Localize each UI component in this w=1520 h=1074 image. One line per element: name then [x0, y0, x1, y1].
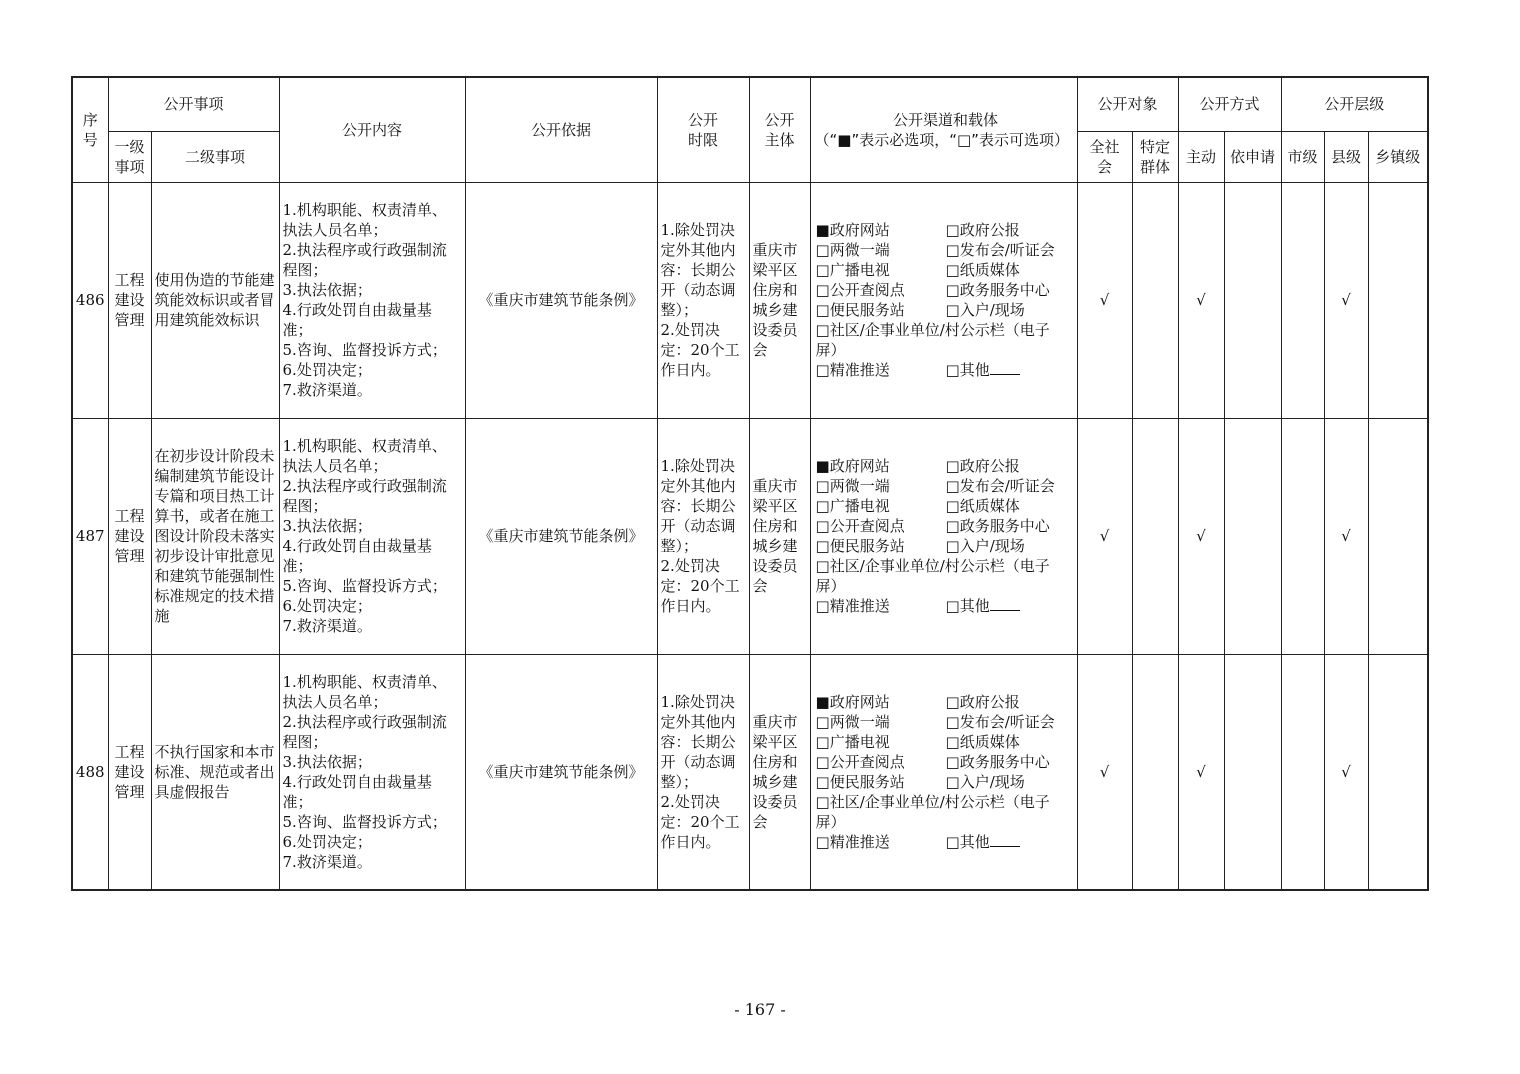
content-line: 1.机构职能、权责清单、: [282, 437, 447, 455]
channel-option: □发布会/听证会: [945, 241, 1055, 259]
channel-option: □广播电视: [815, 497, 890, 515]
level1-cell: [108, 654, 151, 890]
channel-pair: [816, 832, 1075, 852]
channel-option: □公开查阅点: [815, 752, 905, 771]
channel-pair: [816, 692, 1075, 712]
channel-option: □入户/现场: [945, 537, 1025, 555]
target-specific-cell: [1132, 418, 1178, 654]
header-channels-note: （“■”表示必选项，“□”表示可选项）: [814, 130, 1069, 149]
check-mark: √: [1196, 527, 1206, 545]
channel-option: □精准推送: [815, 361, 890, 379]
subject-line: 住房和: [752, 281, 798, 299]
fill-in-blank: [990, 832, 1020, 847]
channels-cell: [810, 418, 1077, 654]
content-line: 4.行政处罚自由裁量基: [282, 301, 432, 319]
check-mark: √: [1099, 291, 1110, 309]
channel-option: □政府公报: [945, 457, 1020, 475]
channel-option: □精准推送: [815, 597, 890, 615]
channel-pair: [816, 752, 1075, 772]
subject-line: 城乡建: [752, 537, 798, 555]
time-limit-line: 开（动态调: [660, 517, 736, 535]
basis-cell: [465, 654, 657, 890]
channel-option: □政务服务中心: [945, 281, 1050, 299]
fill-in-blank: [990, 360, 1020, 375]
subject-line: 梁平区: [752, 497, 798, 515]
channel-option: ■政府网站: [815, 692, 890, 711]
subject-line: 重庆市: [752, 712, 798, 731]
channel-pair: [816, 220, 1075, 240]
header-level-town: 乡镇级: [1368, 131, 1428, 182]
method-apply-cell: [1224, 654, 1281, 890]
table-row: [72, 182, 1428, 418]
time-limit-line: 定外其他内: [660, 477, 736, 495]
header-target-specific: 特定群体: [1132, 131, 1178, 182]
table-row: [72, 418, 1428, 654]
header-level2: 二级事项: [151, 131, 279, 182]
level2-text: 不执行国家和本市标准、规范或者出具虚假报告: [154, 742, 275, 801]
header-subject: 公开主体: [749, 77, 810, 182]
subject-cell: [749, 418, 810, 654]
row-number-text: 487: [75, 527, 105, 545]
header-method-apply: 依申请: [1224, 131, 1281, 182]
time-limit-line: 作日内。: [660, 597, 721, 615]
channel-community-line: 屏）: [815, 341, 846, 359]
time-limit-line: 开（动态调: [660, 752, 736, 771]
header-level: 公开层级: [1281, 77, 1428, 131]
channel-pair: [816, 300, 1075, 320]
target-specific-cell: [1132, 182, 1178, 418]
time-limit-line: 定外其他内: [660, 241, 736, 259]
time-limit-line: 定：20个工: [660, 812, 740, 831]
content-line: 程图；: [282, 497, 328, 515]
channel-option: □公开查阅点: [815, 517, 905, 535]
channel-option: ■政府网站: [815, 221, 890, 239]
target-specific-cell: [1132, 654, 1178, 890]
level-city-cell: [1281, 182, 1324, 418]
channel-option: □纸质媒体: [945, 261, 1020, 279]
channel-option: □便民服务站: [815, 301, 905, 319]
channels-cell: [810, 182, 1077, 418]
header-channels: [810, 77, 1077, 182]
channel-pair: [816, 240, 1075, 260]
channel-other-label: □其他: [945, 361, 990, 379]
content-line: 3.执法依据；: [282, 281, 372, 299]
basis-cell: [465, 418, 657, 654]
method-apply-cell: [1224, 418, 1281, 654]
time-limit-line: 作日内。: [660, 361, 721, 379]
channel-pair: [816, 732, 1075, 752]
channel-community-line: □社区/企事业单位/村公示栏（电子: [815, 792, 1050, 811]
channel-community-line: 屏）: [815, 812, 846, 831]
channel-other-label: □其他: [945, 597, 990, 615]
time-limit-line: 容：长期公: [660, 732, 736, 751]
level-town-cell: [1368, 654, 1428, 890]
row-number-text: 486: [75, 291, 105, 309]
subject-line: 梁平区: [752, 732, 798, 751]
level2-cell: [151, 182, 279, 418]
channel-other-label: □其他: [945, 832, 990, 851]
content-line: 3.执法依据；: [282, 752, 372, 771]
subject-line: 住房和: [752, 517, 798, 535]
channel-option: □两微一端: [815, 477, 890, 495]
subject-cell: [749, 182, 810, 418]
channel-option: □纸质媒体: [945, 497, 1020, 515]
level1-text: 工程建设管理: [114, 507, 145, 565]
level-city-cell: [1281, 654, 1324, 890]
channel-pair: [816, 516, 1075, 536]
check-mark: √: [1341, 291, 1351, 309]
header-basis: 公开依据: [465, 77, 657, 182]
content-line: 6.处罚决定；: [282, 361, 372, 379]
content-line: 5.咨询、监督投诉方式；: [282, 341, 447, 359]
header-target-all: 全社会: [1077, 131, 1132, 182]
content-line: 6.处罚决定；: [282, 597, 372, 615]
channel-pair: [816, 596, 1075, 616]
content-line: 2.执法程序或行政强制流: [282, 712, 447, 731]
channel-option: □发布会/听证会: [945, 712, 1055, 731]
time-limit-line: 1.除处罚决: [660, 221, 735, 239]
content-line: 7.救济渠道。: [282, 617, 372, 635]
content-cell: [279, 182, 465, 418]
header-method-active: 主动: [1178, 131, 1224, 182]
time-limit-line: 定：20个工: [660, 577, 740, 595]
basis-cell: [465, 182, 657, 418]
subject-line: 会: [752, 341, 768, 359]
subject-line: 设委员: [752, 557, 798, 575]
time-limit-line: 开（动态调: [660, 281, 736, 299]
channel-option: □公开查阅点: [815, 281, 905, 299]
content-line: 6.处罚决定；: [282, 832, 372, 851]
level2-text: 在初步设计阶段未编制建筑节能设计专篇和项目热工计算书，或者在施工图设计阶段未落实初步设计审批意见和建筑节能强制性标准规定的技术措施: [154, 447, 275, 625]
method-apply-cell: [1224, 182, 1281, 418]
content-line: 5.咨询、监督投诉方式；: [282, 812, 447, 831]
header-level1: 一级事项: [108, 131, 151, 182]
channel-pair: [816, 456, 1075, 476]
channel-pair: [816, 772, 1075, 792]
basis-text: 《重庆市建筑节能条例》: [478, 291, 644, 309]
channel-pair: [816, 280, 1075, 300]
subject-line: 会: [752, 577, 768, 595]
channel-option: □入户/现场: [945, 301, 1025, 319]
header-seq: 序号: [72, 77, 108, 182]
header-level-city: 市级: [1281, 131, 1324, 182]
row-number: [72, 654, 108, 890]
header-items: 公开事项: [108, 77, 279, 131]
channel-other-option: [946, 360, 1020, 380]
level1-text: 工程建设管理: [114, 742, 145, 801]
level-county-cell: [1324, 654, 1368, 890]
target-all-cell: [1077, 182, 1132, 418]
header-method: 公开方式: [1178, 77, 1281, 131]
content-line: 程图；: [282, 732, 328, 751]
channel-pair: [816, 260, 1075, 280]
level1-text: 工程建设管理: [114, 271, 145, 329]
row-number-text: 488: [75, 762, 105, 781]
content-line: 3.执法依据；: [282, 517, 372, 535]
channel-option: □便民服务站: [815, 772, 905, 791]
channel-option: □政务服务中心: [945, 752, 1050, 771]
level-county-cell: [1324, 182, 1368, 418]
channel-other-option: [946, 832, 1020, 852]
method-active-cell: [1178, 182, 1224, 418]
channel-pair: [816, 360, 1075, 380]
disclosure-table: [71, 76, 1429, 891]
channel-option: □精准推送: [815, 832, 890, 851]
content-line: 准；: [282, 321, 313, 339]
check-mark: √: [1099, 527, 1110, 545]
level2-text: 使用伪造的节能建筑能效标识或者冒用建筑能效标识: [154, 271, 275, 329]
level1-cell: [108, 418, 151, 654]
subject-line: 重庆市: [752, 477, 798, 495]
content-line: 7.救济渠道。: [282, 852, 372, 871]
level2-cell: [151, 654, 279, 890]
level2-cell: [151, 418, 279, 654]
time-limit-line: 2.处罚决: [660, 792, 720, 811]
channels-cell: [810, 654, 1077, 890]
time-limit-line: 整）；: [660, 537, 699, 555]
channel-pair: [816, 496, 1075, 516]
subject-line: 重庆市: [752, 241, 798, 259]
channel-pair: [816, 536, 1075, 556]
channel-option: □发布会/听证会: [945, 477, 1055, 495]
check-mark: √: [1341, 762, 1351, 781]
content-line: 准；: [282, 557, 313, 575]
channel-option: ■政府网站: [815, 457, 890, 475]
channel-option: □政府公报: [945, 221, 1020, 239]
header-content: 公开内容: [279, 77, 465, 182]
level1-cell: [108, 182, 151, 418]
content-line: 1.机构职能、权责清单、: [282, 672, 447, 691]
check-mark: √: [1099, 762, 1110, 781]
fill-in-blank: [990, 596, 1020, 611]
channel-community-line: □社区/企事业单位/村公示栏（电子: [815, 321, 1050, 339]
subject-cell: [749, 654, 810, 890]
subject-line: 城乡建: [752, 772, 798, 791]
time-limit-line: 定：20个工: [660, 341, 740, 359]
check-mark: √: [1341, 527, 1351, 545]
time-limit-cell: [657, 182, 749, 418]
subject-line: 城乡建: [752, 301, 798, 319]
table-header: [72, 77, 1428, 182]
level-town-cell: [1368, 182, 1428, 418]
check-mark: √: [1196, 291, 1206, 309]
row-number: [72, 418, 108, 654]
page-number: - 167 -: [734, 1000, 786, 1019]
check-mark: √: [1196, 762, 1206, 781]
table-row: [72, 654, 1428, 890]
time-limit-line: 2.处罚决: [660, 321, 720, 339]
table-body: [72, 182, 1428, 890]
subject-line: 住房和: [752, 752, 798, 771]
channel-pair: [816, 712, 1075, 732]
content-line: 7.救济渠道。: [282, 381, 372, 399]
time-limit-cell: [657, 418, 749, 654]
content-cell: [279, 418, 465, 654]
content-line: 5.咨询、监督投诉方式；: [282, 577, 447, 595]
row-number: [72, 182, 108, 418]
content-line: 4.行政处罚自由裁量基: [282, 537, 432, 555]
content-line: 2.执法程序或行政强制流: [282, 477, 447, 495]
content-line: 4.行政处罚自由裁量基: [282, 772, 432, 791]
channel-option: □广播电视: [815, 261, 890, 279]
channel-other-option: [946, 596, 1020, 616]
content-line: 执法人员名单；: [282, 457, 388, 475]
content-line: 准；: [282, 792, 313, 811]
subject-line: 梁平区: [752, 261, 798, 279]
header-target: 公开对象: [1077, 77, 1178, 131]
method-active-cell: [1178, 654, 1224, 890]
content-line: 2.执法程序或行政强制流: [282, 241, 447, 259]
time-limit-line: 1.除处罚决: [660, 457, 735, 475]
time-limit-line: 整）；: [660, 301, 699, 319]
channel-option: □便民服务站: [815, 537, 905, 555]
content-line: 1.机构职能、权责清单、: [282, 201, 447, 219]
time-limit-line: 容：长期公: [660, 497, 736, 515]
channel-option: □入户/现场: [945, 772, 1025, 791]
basis-text: 《重庆市建筑节能条例》: [478, 762, 644, 781]
subject-line: 设委员: [752, 792, 798, 811]
target-all-cell: [1077, 654, 1132, 890]
channel-option: □广播电视: [815, 732, 890, 751]
subject-line: 会: [752, 812, 768, 831]
level-county-cell: [1324, 418, 1368, 654]
header-level-county: 县级: [1324, 131, 1368, 182]
channel-option: □政府公报: [945, 692, 1020, 711]
time-limit-line: 定外其他内: [660, 712, 736, 731]
channel-community-line: □社区/企事业单位/村公示栏（电子: [815, 557, 1050, 575]
channel-option: □两微一端: [815, 712, 890, 731]
time-limit-line: 容：长期公: [660, 261, 736, 279]
channel-option: □纸质媒体: [945, 732, 1020, 751]
method-active-cell: [1178, 418, 1224, 654]
channel-pair: [816, 476, 1075, 496]
target-all-cell: [1077, 418, 1132, 654]
content-line: 执法人员名单；: [282, 221, 388, 239]
content-line: 执法人员名单；: [282, 692, 388, 711]
time-limit-line: 2.处罚决: [660, 557, 720, 575]
subject-line: 设委员: [752, 321, 798, 339]
level-city-cell: [1281, 418, 1324, 654]
level-town-cell: [1368, 418, 1428, 654]
time-limit-cell: [657, 654, 749, 890]
basis-text: 《重庆市建筑节能条例》: [478, 527, 644, 545]
channel-option: □两微一端: [815, 241, 890, 259]
channel-community-line: 屏）: [815, 577, 846, 595]
channel-option: □政务服务中心: [945, 517, 1050, 535]
time-limit-line: 作日内。: [660, 832, 721, 851]
content-cell: [279, 654, 465, 890]
time-limit-line: 整）；: [660, 772, 699, 791]
content-line: 程图；: [282, 261, 328, 279]
time-limit-line: 1.除处罚决: [660, 692, 735, 711]
header-channels-title: 公开渠道和载体: [893, 110, 999, 129]
header-time-limit: 公开时限: [657, 77, 749, 182]
